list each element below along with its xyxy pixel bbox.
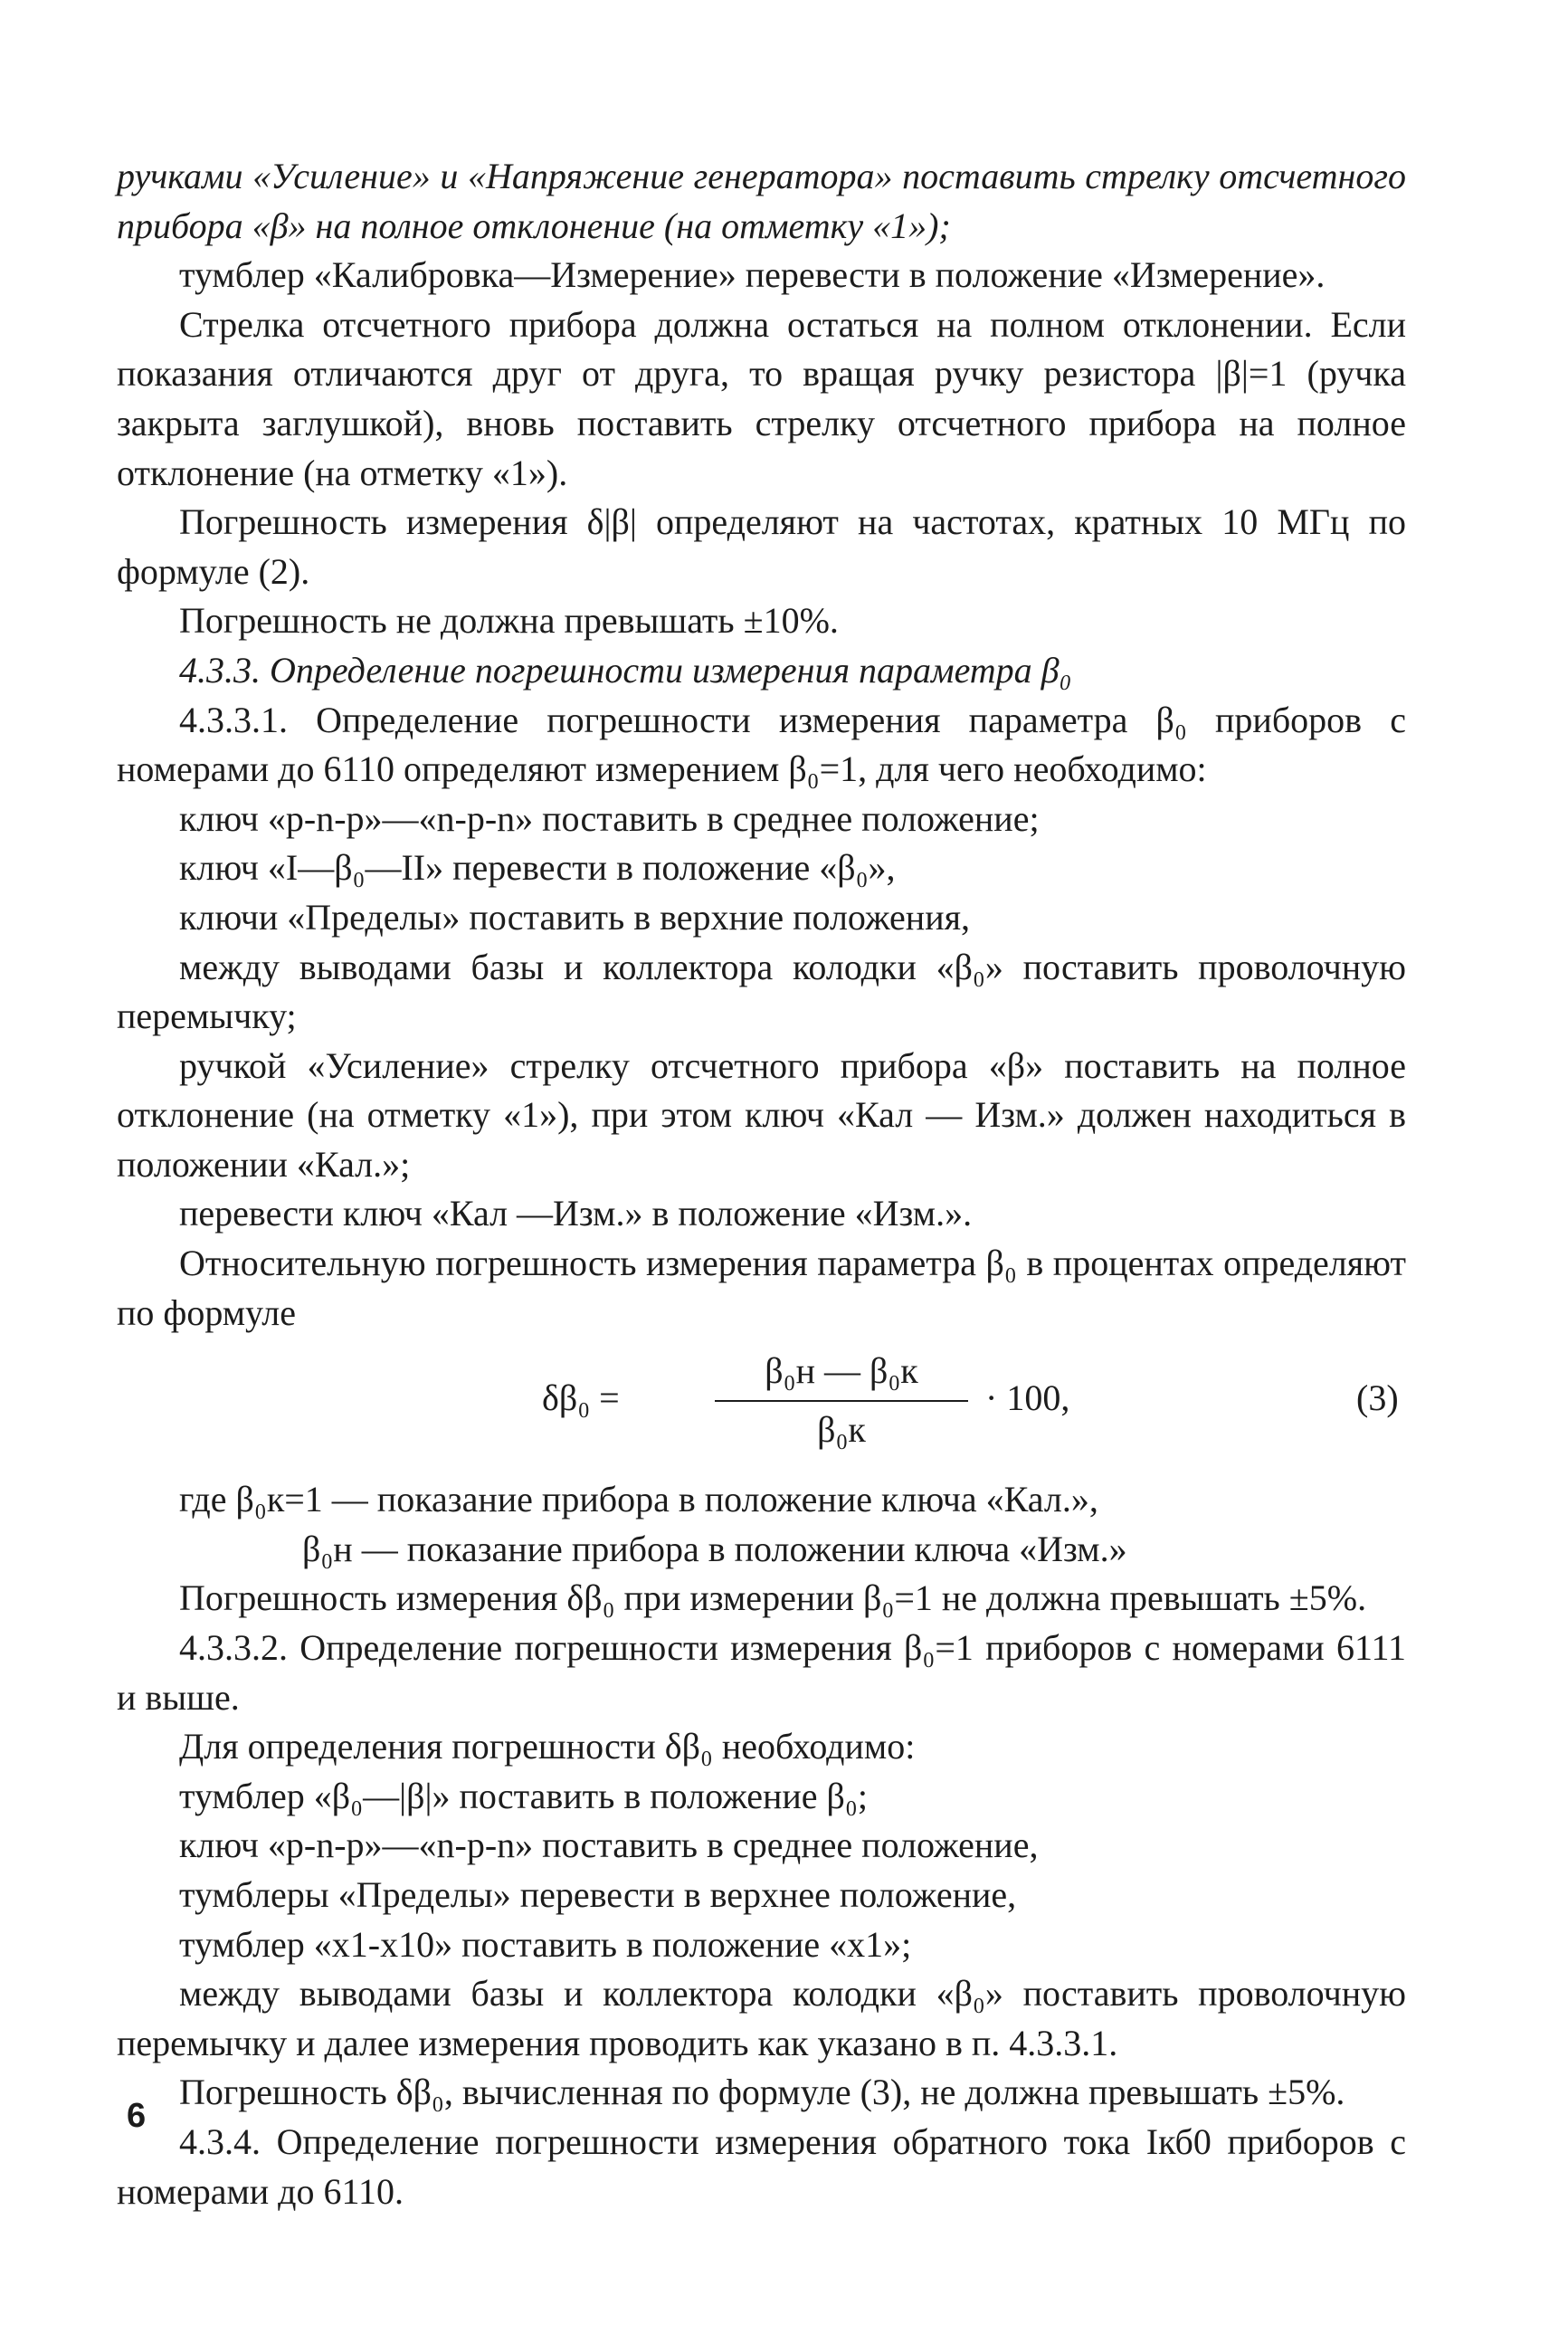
page-number: 6: [127, 2097, 147, 2135]
where-clause: где β₀к=1 — показание прибора в положение ключа «Кал.»,: [179, 1479, 1098, 1520]
list-item: ключ «p-n-p»—«n-p-n» поставить в среднее положение,: [179, 1824, 1039, 1866]
list-item: ключ «p-n-p»—«n-p-n» поставить в среднее положение;: [179, 797, 1040, 839]
list-item: тумблер «x1-x10» поставить в положение «x1»;: [179, 1923, 912, 1965]
formula-3: [117, 1347, 1406, 1455]
paragraph: 4.3.3.2. Определение погрешности измерения β₀=1 приборов с номерами 6111 и выше.: [117, 1627, 1406, 1718]
list-item: между выводами базы и коллектора колодки «β₀» поставить проволочную перемычку;: [117, 946, 1406, 1037]
formula-denominator: β₀к: [817, 1408, 866, 1450]
paragraph: 4.3.3.1. Определение погрешности измерения параметра β₀ приборов с номерами до 6110 определяют измерением β₀=1, для чего необходимо:: [117, 699, 1406, 790]
body-text: [117, 152, 1406, 2216]
list-item: ручкой «Усиление» стрелку отсчетного прибора «β» поставить на полное отклонение (на отметку «1»), при этом ключ «Кал — Изм.» должен находиться в положении «Кал.»;: [117, 1044, 1406, 1185]
formula-fraction: [715, 1347, 968, 1454]
list-item: ключ «I—β₀—II» перевести в положение «β₀»,: [179, 847, 896, 889]
paragraph-text: ручками «Усиление» и «Напряжение генератора» поставить стрелку отсчетного прибора «β» на полное отклонение (на отметку «1»);: [117, 156, 1406, 246]
paragraph: тумблер «Калибровка—Измерение» перевести в положение «Измерение».: [179, 254, 1326, 296]
paragraph: Погрешность δβ₀, вычисленная по формуле (3), не должна превышать ±5%.: [179, 2072, 1345, 2113]
formula-number: (3): [1356, 1377, 1399, 1419]
section-heading: 4.3.3. Определение погрешности измерения параметра β₀: [179, 649, 1072, 691]
where-clause: β₀н — показание прибора в положении ключа «Изм.»: [302, 1528, 1127, 1569]
list-item: между выводами базы и коллектора колодки «β₀» поставить проволочную перемычку и далее измерения проводить как указано в п. 4.3.3.1.: [117, 1973, 1406, 2063]
paragraph: Стрелка отсчетного прибора должна остаться на полном отклонении. Если показания отличаются друг от друга, то вращая ручку резистора |β|=1 (ручка закрыта заглушкой), вновь поставить стрелку отсчетного прибора на полное отклонение (на отметку «1»).: [117, 303, 1406, 493]
list-item: тумблер «β₀—|β|» поставить в положение β₀;: [179, 1775, 868, 1816]
formula-tail: · 100,: [985, 1377, 1070, 1419]
list-item: тумблеры «Пределы» перевести в верхнее положение,: [179, 1874, 1017, 1915]
paragraph: Относительную погрешность измерения параметра β₀ в процентах определяют по формуле: [117, 1243, 1406, 1333]
paragraph: Погрешность измерения δβ₀ при измерении β₀=1 не должна превышать ±5%.: [179, 1577, 1367, 1619]
formula-numerator: β₀н — β₀к: [715, 1347, 968, 1402]
list-item: ключи «Пределы» поставить в верхние положения,: [179, 896, 971, 938]
paragraph: [117, 152, 1406, 251]
paragraph: 4.3.4. Определение погрешности измерения обратного тока Iкб0 приборов с номерами до 6110.: [117, 2120, 1406, 2212]
list-item: перевести ключ «Кал —Изм.» в положение «Изм.».: [179, 1193, 973, 1234]
formula-lhs: δβ₀ =: [542, 1377, 620, 1419]
paragraph: Погрешность не должна превышать ±10%.: [179, 600, 839, 642]
paragraph: Погрешность измерения δ|β| определяют на частотах, кратных 10 МГц по формуле (2).: [117, 501, 1406, 592]
paragraph: Для определения погрешности δβ₀ необходимо:: [179, 1726, 916, 1767]
